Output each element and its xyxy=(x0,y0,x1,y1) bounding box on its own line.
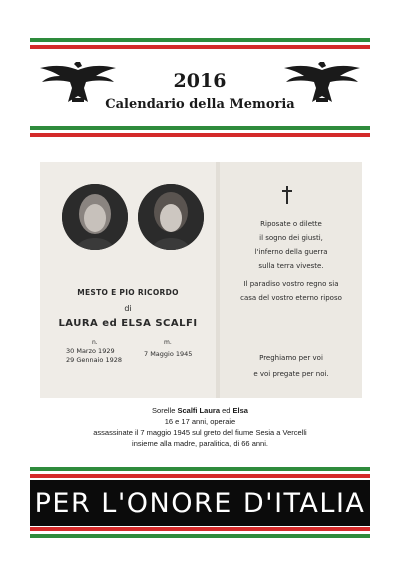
cross-icon xyxy=(281,186,293,204)
caption-line-4: insieme alla madre, paralitica, di 66 anni. xyxy=(132,439,268,448)
stripe-green-bottom xyxy=(30,126,370,130)
caption-line-3: assassinate il 7 maggio 1945 sul greto del fiume Sesia a Vercelli xyxy=(93,428,307,437)
verse-line-4: sulla terra viveste. xyxy=(258,262,324,270)
stripe-red-footer-2 xyxy=(30,527,370,531)
stripe-green-footer-2 xyxy=(30,534,370,538)
stripe-red-top xyxy=(30,45,370,49)
born-date-elsa: 29 Gennaio 1928 xyxy=(66,356,122,364)
died-date: 7 Maggio 1945 xyxy=(144,350,193,358)
portrait-elsa xyxy=(138,184,204,250)
card-heading: MESTO E PIO RICORDO xyxy=(77,288,179,297)
motto-band xyxy=(30,480,370,526)
prayer-line-1: Preghiamo per voi xyxy=(259,354,323,362)
verse-line-2: il sogno dei giusti, xyxy=(259,234,323,242)
card-left-panel xyxy=(40,162,216,398)
verse-line-6: casa del vostro eterno riposo xyxy=(240,294,342,302)
verse-line-5: Il paradiso vostro regno sia xyxy=(243,280,339,288)
memorial-card xyxy=(40,162,362,398)
born-label: n. xyxy=(92,339,98,346)
born-date-laura: 30 Marzo 1929 xyxy=(66,347,115,355)
motto-text: PER L'ONORE D'ITALIA xyxy=(34,487,366,519)
stripe-red-bottom xyxy=(30,133,370,137)
calendar-year: 2016 xyxy=(173,70,227,92)
stripe-green-footer xyxy=(30,467,370,471)
stripe-red-footer xyxy=(30,474,370,478)
verse-line-3: l'inferno della guerra xyxy=(254,248,328,256)
card-names: LAURA ed ELSA SCALFI xyxy=(58,318,198,329)
caption-line-2: 16 e 17 anni, operaie xyxy=(164,417,236,426)
died-label: m. xyxy=(164,339,172,346)
prayer-line-2: e voi pregate per noi. xyxy=(253,370,329,378)
portrait-laura xyxy=(62,184,128,250)
verse-line-1: Riposate o dilette xyxy=(260,220,322,228)
calendar-title: Calendario della Memoria xyxy=(105,97,295,112)
card-di: di xyxy=(124,304,132,313)
stripe-green-top xyxy=(30,38,370,42)
caption-line-1: Sorelle Scalfi Laura ed Elsa xyxy=(152,406,248,415)
